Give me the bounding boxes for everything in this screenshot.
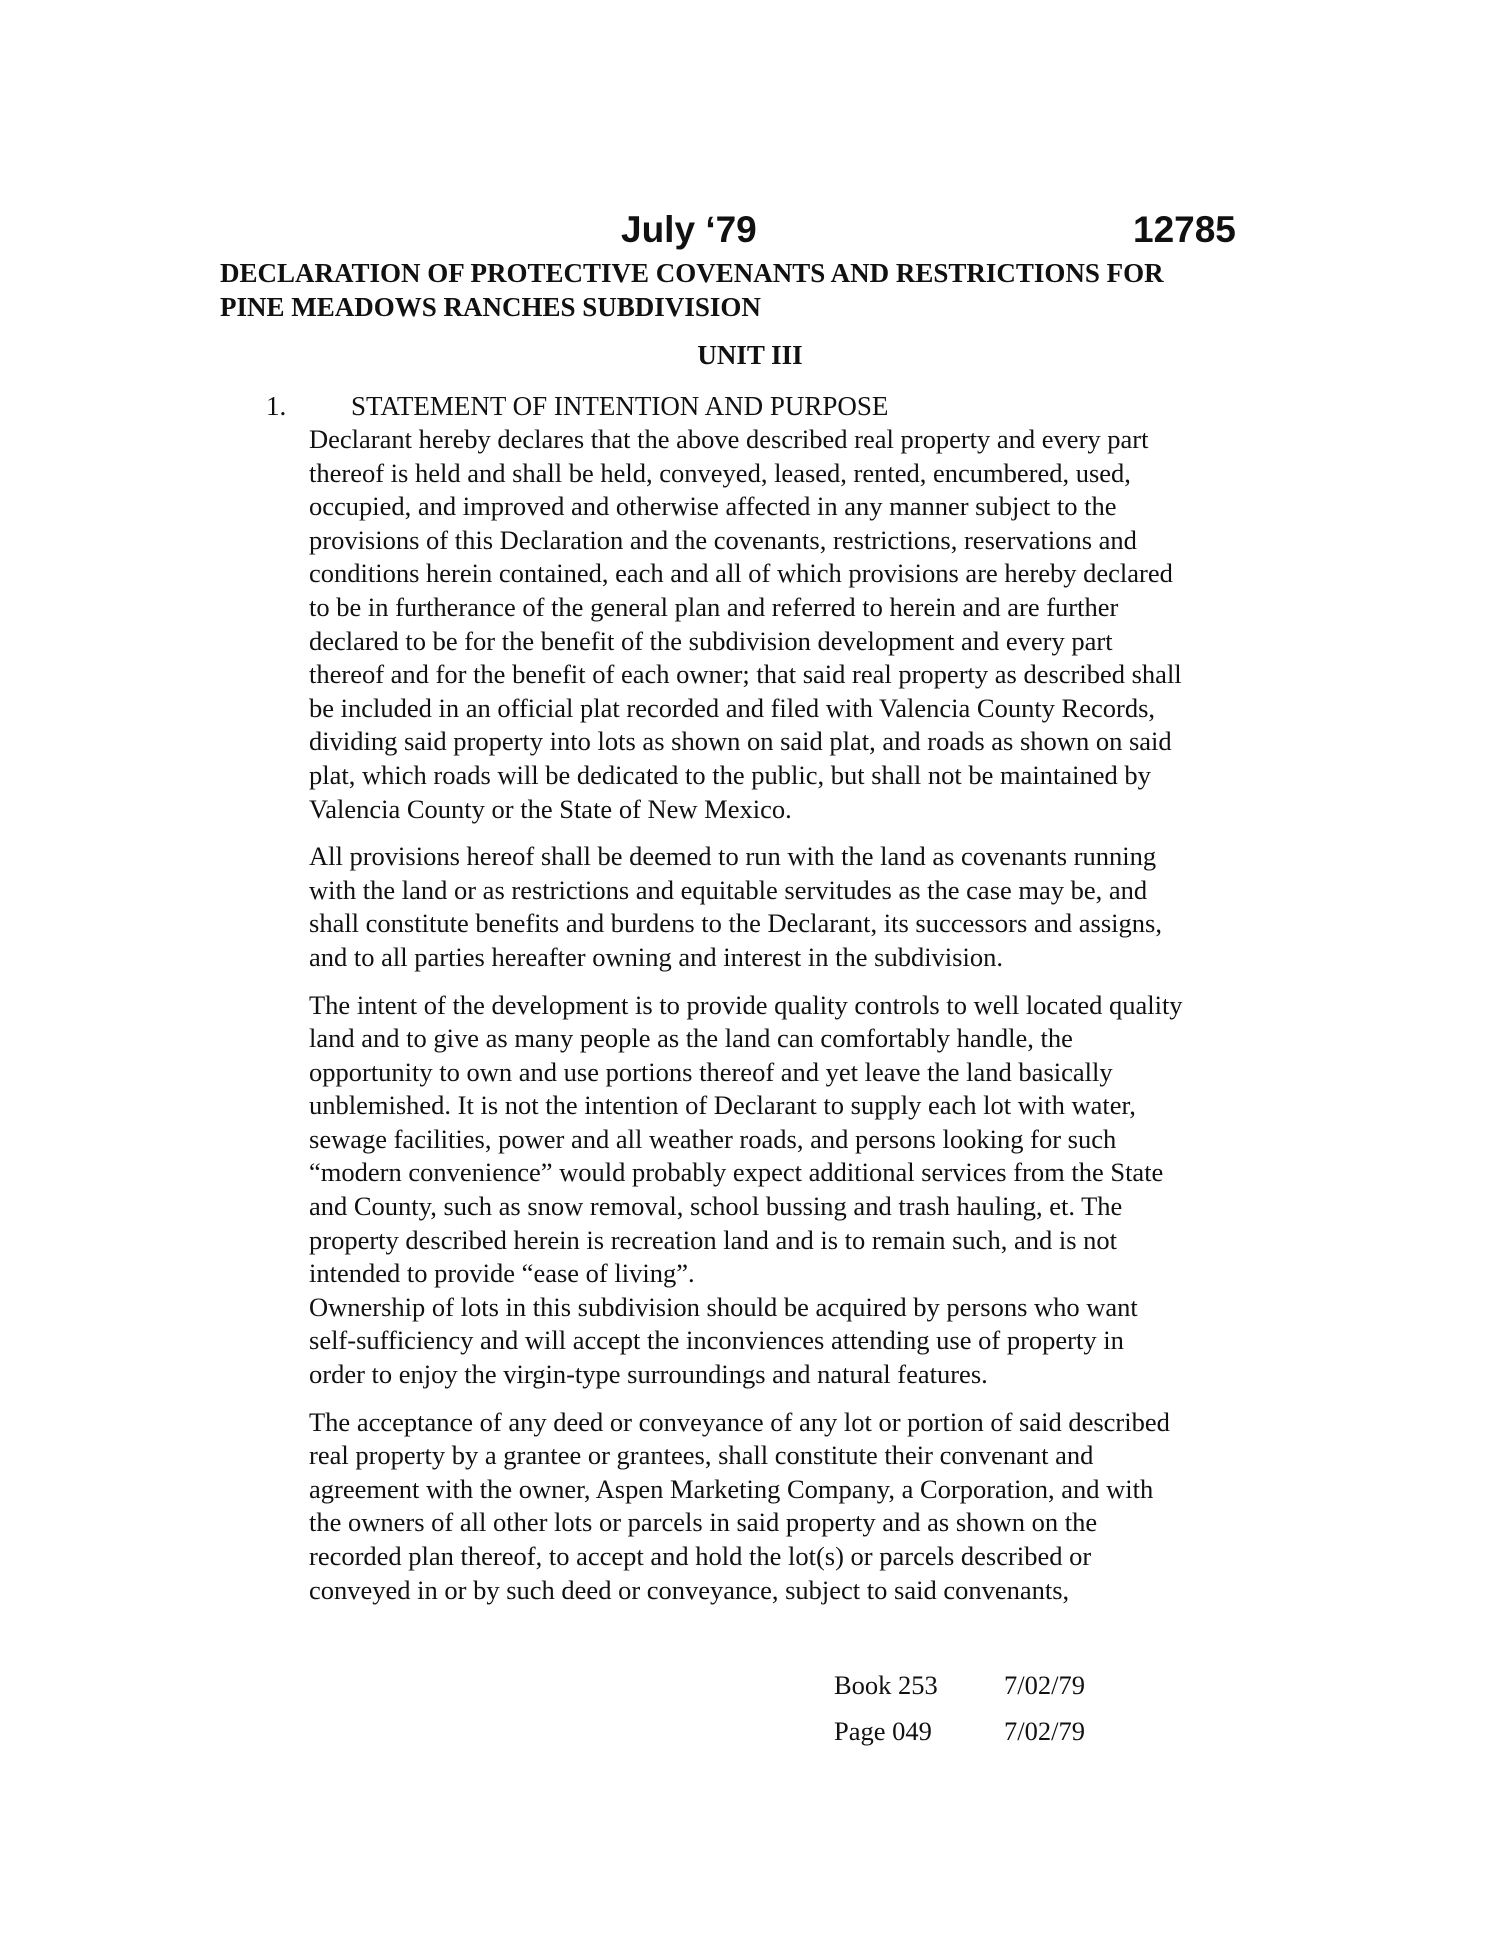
unit-heading: UNIT III xyxy=(697,340,803,370)
page-date: 7/02/79 xyxy=(1004,1716,1085,1746)
book-date: 7/02/79 xyxy=(1004,1670,1085,1700)
header-date: July ‘79 xyxy=(621,209,757,250)
section-heading xyxy=(266,389,888,423)
page-label: Page 049 xyxy=(834,1716,932,1746)
page-header xyxy=(0,205,1500,255)
recording-page-row xyxy=(834,1714,1085,1760)
paragraph-intention: Declarant hereby declares that the above described real property and every part thereof is held and shall be held, conveyed, leased, rented, encumbered, used, occupied, and improved and otherwise affected in any manner subject to the provisions of this Declaration and the covenants, restrictions, reservations and conditions herein contained, each and all of which provisions are hereby declared to be in furtherance of the general plan and referred to herein and are further declared to be for the benefit of the subdivision development and every part thereof and for the benefit of each owner; that said real property as described shall be included in an official plat recorded and filed with Valencia County Records, dividing said property into lots as shown on said plat, and roads as shown on said plat, which roads will be dedicated to the public, but shall not be maintained by Valencia County or the State of New Mexico. xyxy=(309,424,1182,824)
book-label: Book 253 xyxy=(834,1670,938,1700)
paragraph-acceptance: The acceptance of any deed or conveyance of any lot or portion of said described real property by a grantee or grantees, shall constitute their convenant and agreement with the owner, Aspen Marketing Company, a Corporation, and with the owners of all other lots or parcels in said property and as shown on the recorded plan thereof, to accept and hold the lot(s) or parcels described or conveyed in or by such deed or conveyance, subject to said convenants, xyxy=(309,1406,1170,1605)
paragraph-ownership: Ownership of lots in this subdivision should be acquired by persons who want self-sufficiency and will accept the inconviences attending use of property in order to enjoy the virgin-type surroundings and natural features. xyxy=(309,1291,1138,1390)
section-title: STATEMENT OF INTENTION AND PURPOSE xyxy=(351,391,889,421)
document-title: DECLARATION OF PROTECTIVE COVENANTS AND RESTRICTIONS FOR PINE MEADOWS RANCHES SUBDIVISION xyxy=(220,258,1164,322)
recording-info xyxy=(834,1668,1085,1760)
section-number: 1. xyxy=(266,391,287,421)
recording-book-row xyxy=(834,1668,1085,1714)
paragraph-intent: The intent of the development is to provide quality controls to well located quality land and to give as many people as the land can comfortably handle, the opportunity to own and use portions thereof and yet leave the land basically unblemished. It is not the intention of Declarant to supply each lot with water, sewage facilities, power and all weather roads, and persons looking for such “modern convenience” would probably expect additional services from the State and County, such as snow removal, school bussing and trash hauling, et. The property described herein is recreation land and is to remain such, and is not intended to provide “ease of living”. xyxy=(309,989,1183,1289)
document-body xyxy=(309,423,1309,1607)
paragraph-covenants: All provisions hereof shall be deemed to run with the land as covenants running with the land or as restrictions and equitable servitudes as the case may be, and shall constitute benefits and burdens to the Declarant, its successors and assigns, and to all parties hereafter owning and interest in the subdivision. xyxy=(309,841,1162,972)
document-number: 12785 xyxy=(1133,209,1236,250)
